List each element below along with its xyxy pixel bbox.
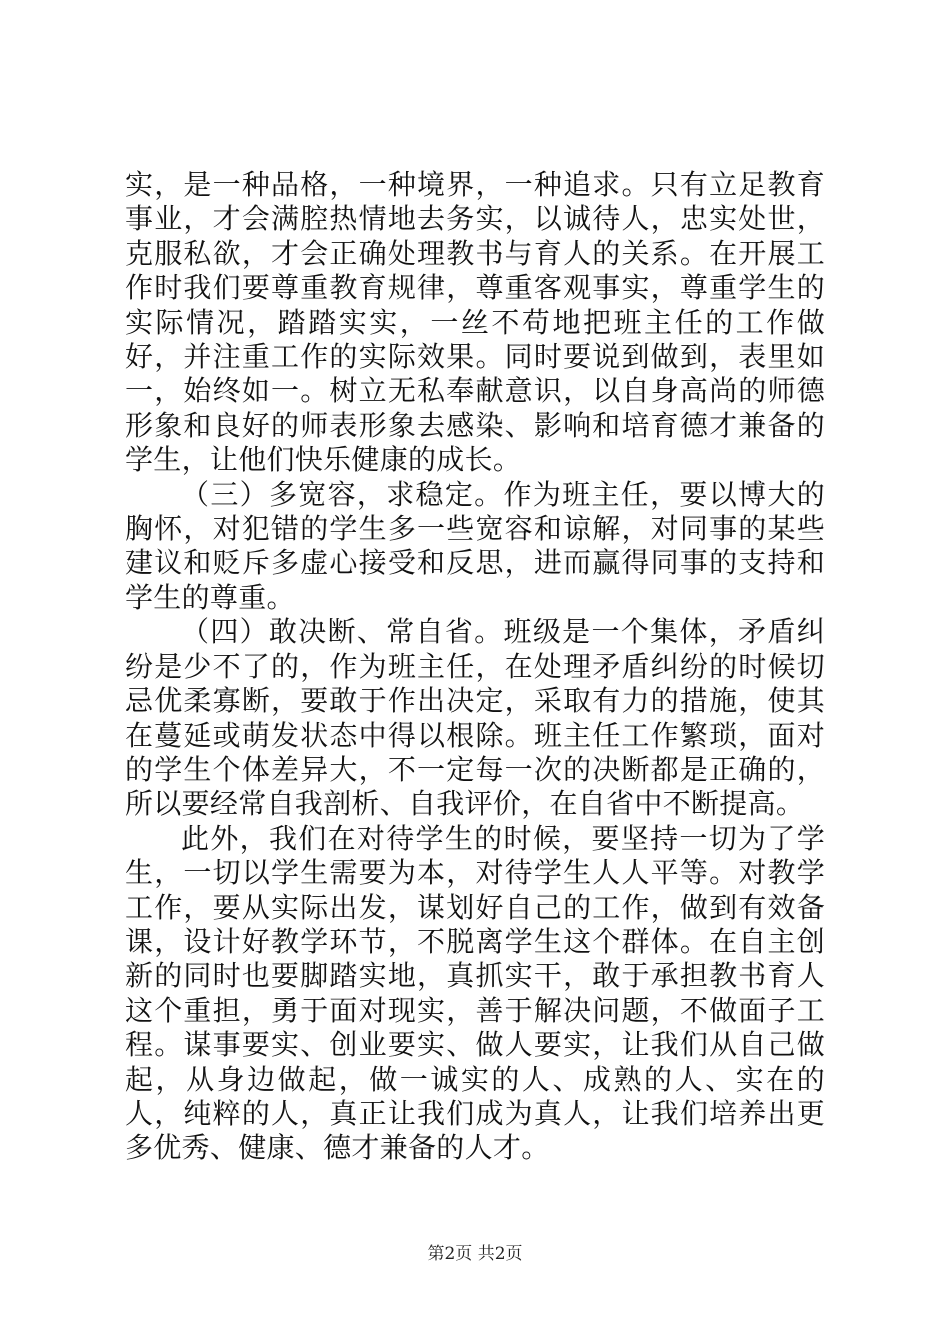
paragraph-section-four: （四）敢决断、常自省。班级是一个集体，矛盾纠纷是少不了的，作为班主任，在处理矛盾纠纷的时候切忌优柔寡断，要敢于作出决定，采取有力的措施，使其在蔓延或萌发状态中得以根除。班主任工作繁琐，面对的学生个体差异大，不一定每一次的决断都是正确的，所以要经常自我剖析、自我评价，在自省中不断提高。	[125, 615, 825, 821]
paragraph-conclusion: 此外，我们在对待学生的时候，要坚持一切为了学生，一切以学生需要为本，对待学生人人平等。对教学工作，要从实际出发，谋划好自己的工作，做到有效备课，设计好教学环节，不脱离学生这个群体。在自主创新的同时也要脚踏实地，真抓实干，敢于承担教书育人这个重担，勇于面对现实，善于解决问题，不做面子工程。谋事要实、创业要实、做人要实，让我们从自己做起，从身边做起，做一诚实的人、成熟的人、实在的人，纯粹的人，真正让我们成为真人，让我们培养出更多优秀、健康、德才兼备的人才。	[125, 821, 825, 1165]
page-number-footer: 第2页 共2页	[427, 1244, 523, 1264]
paragraph-continued: 实，是一种品格，一种境界，一种追求。只有立足教育事业，才会满腔热情地去务实，以诚待人，忠实处世，克服私欲，才会正确处理教书与育人的关系。在开展工作时我们要尊重教育规律，尊重客观事实，尊重学生的实际情况，踏踏实实，一丝不苟地把班主任的工作做好，并注重工作的实际效果。同时要说到做到，表里如一，始终如一。树立无私奉献意识，以自身高尚的师德形象和良好的师表形象去感染、影响和培育德才兼备的学生，让他们快乐健康的成长。	[125, 168, 825, 477]
document-body	[125, 168, 825, 1166]
paragraph-section-three: （三）多宽容，求稳定。作为班主任，要以博大的胸怀，对犯错的学生多一些宽容和谅解，对同事的某些建议和贬斥多虚心接受和反思，进而赢得同事的支持和学生的尊重。	[125, 477, 825, 614]
